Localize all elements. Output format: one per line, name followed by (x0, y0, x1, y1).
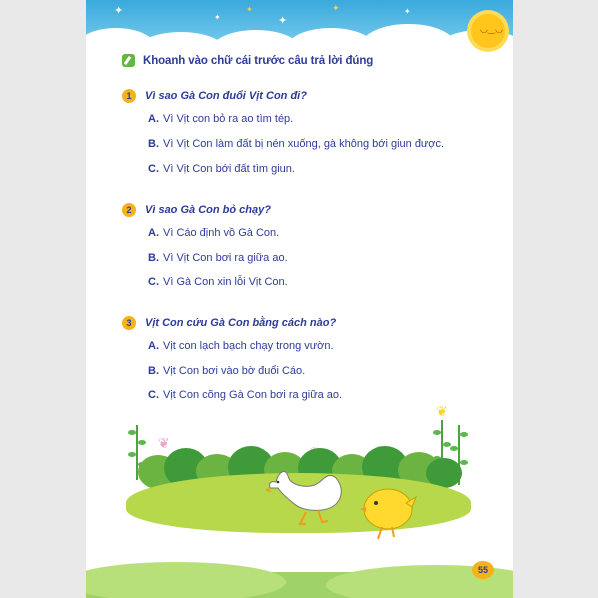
goose-illustration (266, 460, 356, 525)
option-b[interactable] (148, 252, 288, 264)
option-text: Vì Vịt Con bơi ra giữa ao. (163, 252, 288, 264)
option-letter: B. (148, 252, 159, 264)
plant-leaf (460, 460, 468, 465)
page-number: 55 (472, 561, 494, 579)
option-c[interactable] (148, 163, 295, 175)
star-icon: ✦ (278, 15, 288, 27)
option-letter: C. (148, 276, 159, 288)
option-text: Vì Vịt Con làm đất bị nén xuống, gà không bới giun được. (163, 138, 445, 150)
plant-leaf (450, 446, 458, 451)
option-b[interactable] (148, 138, 444, 150)
option-letter: C. (148, 163, 159, 175)
plant-leaf (128, 430, 136, 435)
option-letter: C. (148, 389, 159, 401)
question-text: Vịt Con cứu Gà Con bằng cách nào? (145, 317, 337, 329)
option-text: Vì Gà Con xin lỗi Vịt Con. (163, 276, 288, 288)
question-3 (122, 316, 336, 330)
pencil-icon (122, 54, 135, 67)
star-icon: ✦ (246, 5, 253, 14)
plant-leaf (433, 430, 441, 435)
option-text: Vì Vịt con bỏ ra ao tìm tép. (163, 113, 294, 125)
question-number-badge: 2 (122, 203, 136, 217)
option-letter: A. (148, 227, 159, 239)
star-icon: ✦ (114, 5, 124, 17)
sun-icon (471, 14, 505, 48)
option-text: Vịt Con bơi vào bờ đuổi Cáo. (163, 365, 306, 377)
instruction-text: Khoanh vào chữ cái trước câu trả lời đúng (143, 54, 374, 67)
star-icon: ✦ (332, 3, 340, 13)
question-1 (122, 89, 307, 103)
star-icon: ✦ (404, 7, 411, 16)
option-a[interactable] (148, 113, 293, 125)
star-icon: ✦ (214, 13, 221, 22)
option-c[interactable] (148, 276, 288, 288)
plant-leaf (460, 432, 468, 437)
question-2 (122, 203, 271, 217)
option-c[interactable] (148, 389, 342, 401)
question-number-badge: 1 (122, 89, 136, 103)
option-text: Vì Vịt Con bới đất tìm giun. (163, 163, 295, 175)
option-b[interactable] (148, 365, 305, 377)
sun-face: ◡‿◡ (480, 24, 503, 34)
bottom-grass-hill (86, 562, 286, 598)
option-a[interactable] (148, 227, 279, 239)
option-letter: A. (148, 340, 159, 352)
question-text: Vì sao Gà Con đuổi Vịt Con đi? (145, 90, 307, 102)
option-a[interactable] (148, 340, 334, 352)
workbook-page (86, 0, 513, 598)
option-text: Vịt Con cõng Gà Con bơi ra giữa ao. (163, 389, 343, 401)
option-text: Vì Cáo định vồ Gà Con. (163, 227, 280, 239)
question-text: Vì sao Gà Con bỏ chạy? (145, 204, 271, 216)
option-letter: B. (148, 138, 159, 150)
option-text: Vịt con lạch bạch chạy trong vườn. (163, 340, 334, 352)
option-letter: A. (148, 113, 159, 125)
plant-leaf (138, 440, 146, 445)
butterfly-icon: ❦ (436, 403, 448, 419)
option-letter: B. (148, 365, 159, 377)
butterfly-icon: ❦ (158, 435, 170, 451)
plant-leaf (128, 452, 136, 457)
question-number-badge: 3 (122, 316, 136, 330)
chick-illustration (358, 483, 418, 541)
instruction-row (122, 54, 373, 67)
